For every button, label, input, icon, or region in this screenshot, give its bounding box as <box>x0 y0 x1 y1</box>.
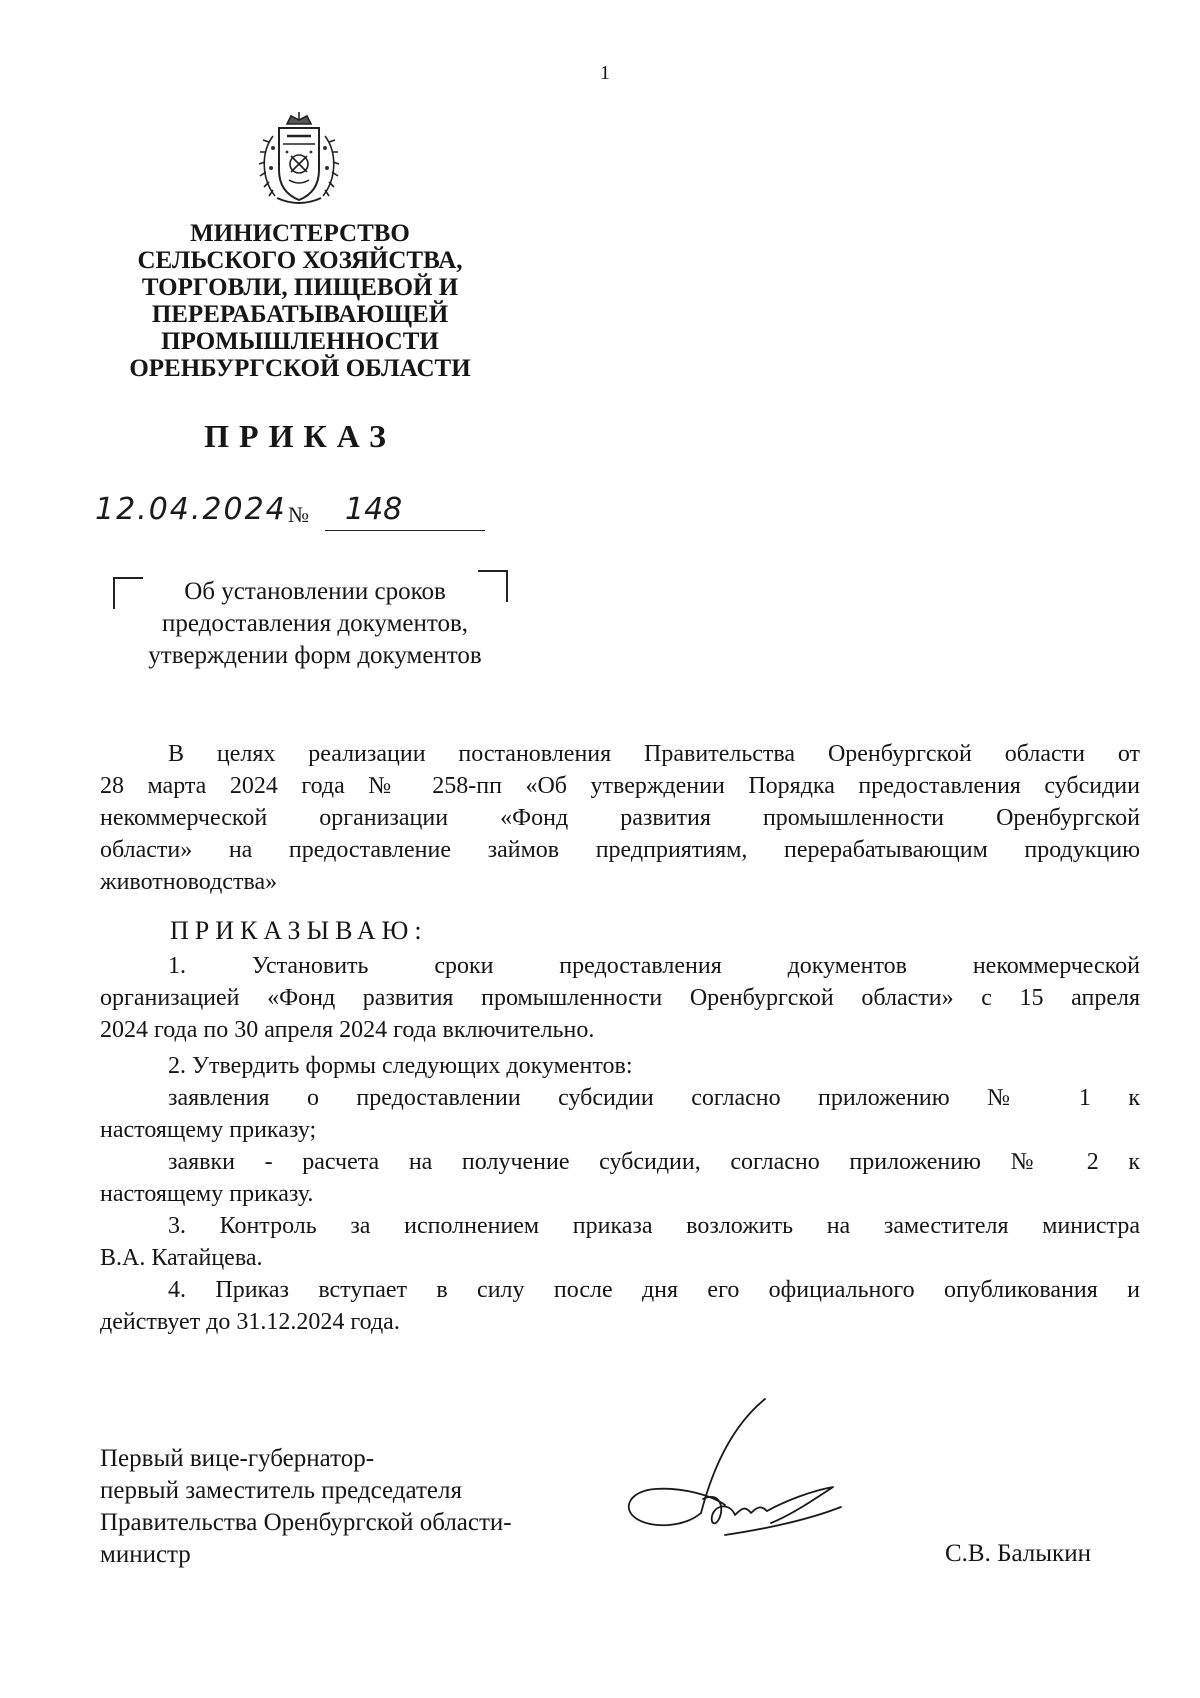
document-subject <box>110 576 520 672</box>
order-word: ПРИКАЗЫВАЮ: <box>170 916 428 945</box>
ministry-line: МИНИСТЕРСТВО <box>190 220 410 247</box>
item-line: действует до 31.12.2024 года. <box>100 1309 400 1335</box>
item-line: заявления о предоставлении субсидии согласно приложению № 1 к <box>168 1085 1140 1111</box>
subject-line: утверждении форм документов <box>148 642 482 669</box>
item-line: настоящему приказу. <box>100 1181 314 1207</box>
preamble-line: 28 марта 2024 года № 258-пп «Об утверждении Порядка предоставления субсидии <box>100 773 1140 799</box>
signer-name: С.В. Балыкин <box>945 1540 1091 1567</box>
signer-position <box>100 1443 620 1571</box>
ministry-line: ПЕРЕРАБАТЫВАЮЩЕЙ <box>151 301 449 328</box>
signer-position-line: Первый вице-губернатор- <box>100 1445 375 1472</box>
item-line: В.А. Катайцева. <box>100 1245 263 1271</box>
handwritten-signature <box>615 1395 845 1550</box>
item-line: 3. Контроль за исполнением приказа возложить на заместителя министра <box>168 1213 1140 1239</box>
preamble-line: В целях реализации постановления Правительства Оренбургской области от <box>168 741 1140 767</box>
ministry-line: СЕЛЬСКОГО ХОЗЯЙСТВА, <box>137 247 463 274</box>
coat-of-arms-icon <box>253 112 345 212</box>
document-type-title: ПРИКАЗ <box>204 418 396 454</box>
order-item-3 <box>100 1210 1140 1274</box>
item-line: 2. Утвердить формы следующих документов: <box>168 1053 633 1079</box>
signer-position-line: первый заместитель председателя <box>100 1477 462 1504</box>
ministry-name <box>90 220 510 382</box>
date-number-line <box>95 492 485 536</box>
preamble-paragraph <box>100 738 1140 898</box>
order-item-1 <box>100 950 1140 1046</box>
handwritten-date: 12.04.2024 <box>95 492 287 527</box>
ministry-line: ТОРГОВЛИ, ПИЩЕВОЙ И <box>141 274 459 301</box>
item-line: организацией «Фонд развития промышленности Оренбургской области» с 15 апреля <box>100 985 1140 1011</box>
ministry-line: ПРОМЫШЛЕННОСТИ <box>161 328 439 355</box>
signer-position-line: Правительства Оренбургской области- <box>100 1509 512 1536</box>
preamble-line: области» на предоставление займов предприятиям, перерабатывающим продукцию <box>100 837 1140 863</box>
item-line: 1. Установить сроки предоставления документов некоммерческой <box>168 953 1140 979</box>
subject-line: предоставления документов, <box>161 610 469 637</box>
subject-line: Об установлении сроков <box>184 578 446 605</box>
page-number: 1 <box>600 62 610 84</box>
ministry-line: ОРЕНБУРГСКОЙ ОБЛАСТИ <box>129 355 471 382</box>
item-line: 4. Приказ вступает в силу после дня его официального опубликования и <box>168 1277 1140 1303</box>
item-line: настоящему приказу; <box>100 1117 317 1143</box>
item-line: 2024 года по 30 апреля 2024 года включительно. <box>100 1017 595 1043</box>
preamble-line: животноводства» <box>100 869 278 895</box>
number-underline <box>325 530 485 531</box>
order-item-2 <box>100 1050 1140 1210</box>
order-item-4 <box>100 1274 1140 1338</box>
number-sign: № <box>288 502 309 527</box>
item-line: заявки - расчета на получение субсидии, согласно приложению № 2 к <box>168 1149 1140 1175</box>
preamble-line: некоммерческой организации «Фонд развития промышленности Оренбургской <box>100 805 1140 831</box>
handwritten-number: 148 <box>345 492 403 527</box>
signer-position-line: министр <box>100 1541 191 1568</box>
